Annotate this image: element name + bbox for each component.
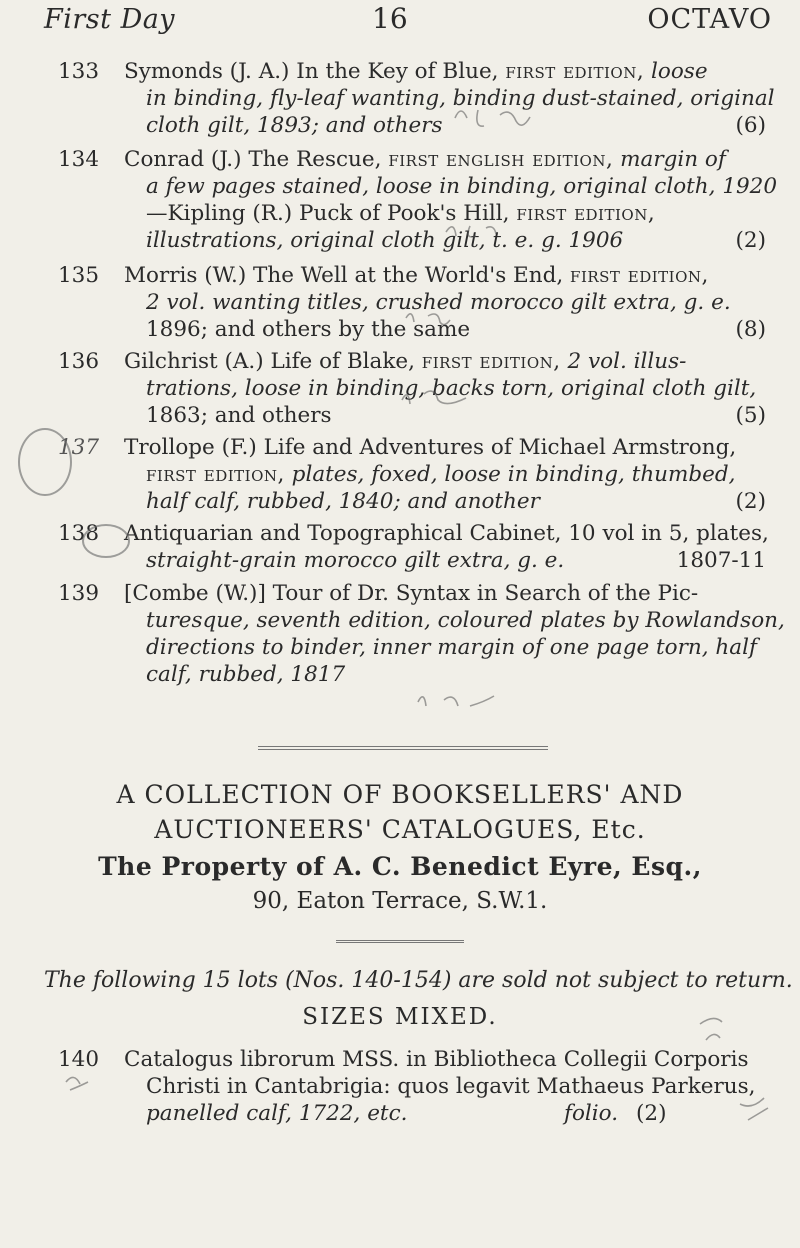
lot-line: 1896; and others by the same (8) bbox=[146, 317, 766, 342]
lot-line: —Kipling (R.) Puck of Pook's Hill, first edition, bbox=[146, 201, 656, 226]
lot-number: 137 bbox=[58, 435, 100, 460]
lot-number: 133 bbox=[58, 59, 100, 84]
lot-line: illustrations, original cloth gilt, t. e. g. 1906 (2) bbox=[146, 228, 766, 253]
lot-line: [Combe (W.)] Tour of Dr. Syntax in Search of the Pic- bbox=[124, 581, 699, 606]
lot-line: calf, rubbed, 1817 bbox=[146, 662, 346, 687]
lot-line: Morris (W.) The Well at the World's End, first edition, bbox=[124, 263, 709, 288]
lot-line: first edition, plates, foxed, loose in binding, thumbed, bbox=[146, 462, 736, 487]
collection-owner: The Property of A. C. Benedict Eyre, Esq., bbox=[98, 852, 702, 881]
hand-circle-mark bbox=[18, 428, 72, 496]
collection-title: A COLLECTION OF BOOKSELLERS' AND bbox=[116, 780, 684, 809]
lot-quantity: (5) bbox=[735, 403, 766, 428]
lot-line: half calf, rubbed, 1840; and another (2) bbox=[146, 489, 766, 514]
hand-circle-mark bbox=[82, 524, 130, 558]
lot-line: in binding, fly-leaf wanting, binding dust-stained, original bbox=[146, 86, 775, 111]
lot-number: 134 bbox=[58, 147, 100, 172]
lot-line: straight-grain morocco gilt extra, g. e. 1807-11 bbox=[146, 548, 766, 573]
lot-quantity: (6) bbox=[735, 113, 766, 138]
divider bbox=[336, 940, 464, 943]
collection-address: 90, Eaton Terrace, S.W.1. bbox=[252, 888, 548, 914]
divider bbox=[258, 746, 548, 747]
lot-number: 139 bbox=[58, 581, 100, 606]
lot-quantity: (2) bbox=[735, 228, 766, 253]
lot-number: 138 bbox=[58, 521, 100, 546]
day-label: First Day bbox=[44, 4, 176, 35]
lot-quantity: (2) bbox=[735, 489, 766, 514]
lot-line: turesque, seventh edition, coloured plates by Rowlandson, bbox=[146, 608, 785, 633]
format-label: OCTAVO bbox=[647, 4, 772, 35]
lot-line: Antiquarian and Topographical Cabinet, 10 vol in 5, plates, bbox=[124, 521, 769, 546]
lot-line: Conrad (J.) The Rescue, first english edition, margin of bbox=[124, 147, 726, 172]
lot-line: 2 vol. wanting titles, crushed morocco gilt extra, g. e. bbox=[146, 290, 731, 315]
lot-quantity: 1807-11 bbox=[676, 548, 766, 573]
sizes-note: SIZES MIXED. bbox=[302, 1004, 498, 1030]
lot-number: 140 bbox=[58, 1047, 100, 1072]
lot-line: cloth gilt, 1893; and others (6) bbox=[146, 113, 766, 138]
divider bbox=[258, 749, 548, 750]
lot-line: a few pages stained, loose in binding, original cloth, 1920 bbox=[146, 174, 778, 199]
lot-line: Trollope (F.) Life and Adventures of Michael Armstrong, bbox=[124, 435, 737, 460]
lot-line: panelled calf, 1722, etc. folio. (2) bbox=[146, 1101, 667, 1126]
lot-number: 136 bbox=[58, 349, 100, 374]
lot-line: Gilchrist (A.) Life of Blake, first edition, 2 vol. illus- bbox=[124, 349, 687, 374]
lot-line: directions to binder, inner margin of one page torn, half bbox=[146, 635, 757, 660]
lots-notice: The following 15 lots (Nos. 140-154) are sold not subject to return. bbox=[44, 968, 793, 993]
page-number: 16 bbox=[372, 2, 408, 35]
lot-line: Christi in Cantabrigia: quos legavit Mathaeus Parkerus, bbox=[146, 1074, 756, 1099]
lot-line: Symonds (J. A.) In the Key of Blue, first edition, loose bbox=[124, 59, 708, 84]
lot-line: 1863; and others (5) bbox=[146, 403, 766, 428]
lot-quantity: (8) bbox=[735, 317, 766, 342]
lot-line: Catalogus librorum MSS. in Bibliotheca Collegii Corporis bbox=[124, 1047, 749, 1072]
lot-quantity: (2) bbox=[636, 1101, 667, 1126]
collection-subtitle: AUCTIONEERS' CATALOGUES, Etc. bbox=[154, 815, 646, 844]
lot-line: trations, loose in binding, backs torn, original cloth gilt, bbox=[146, 376, 757, 401]
lot-number: 135 bbox=[58, 263, 100, 288]
